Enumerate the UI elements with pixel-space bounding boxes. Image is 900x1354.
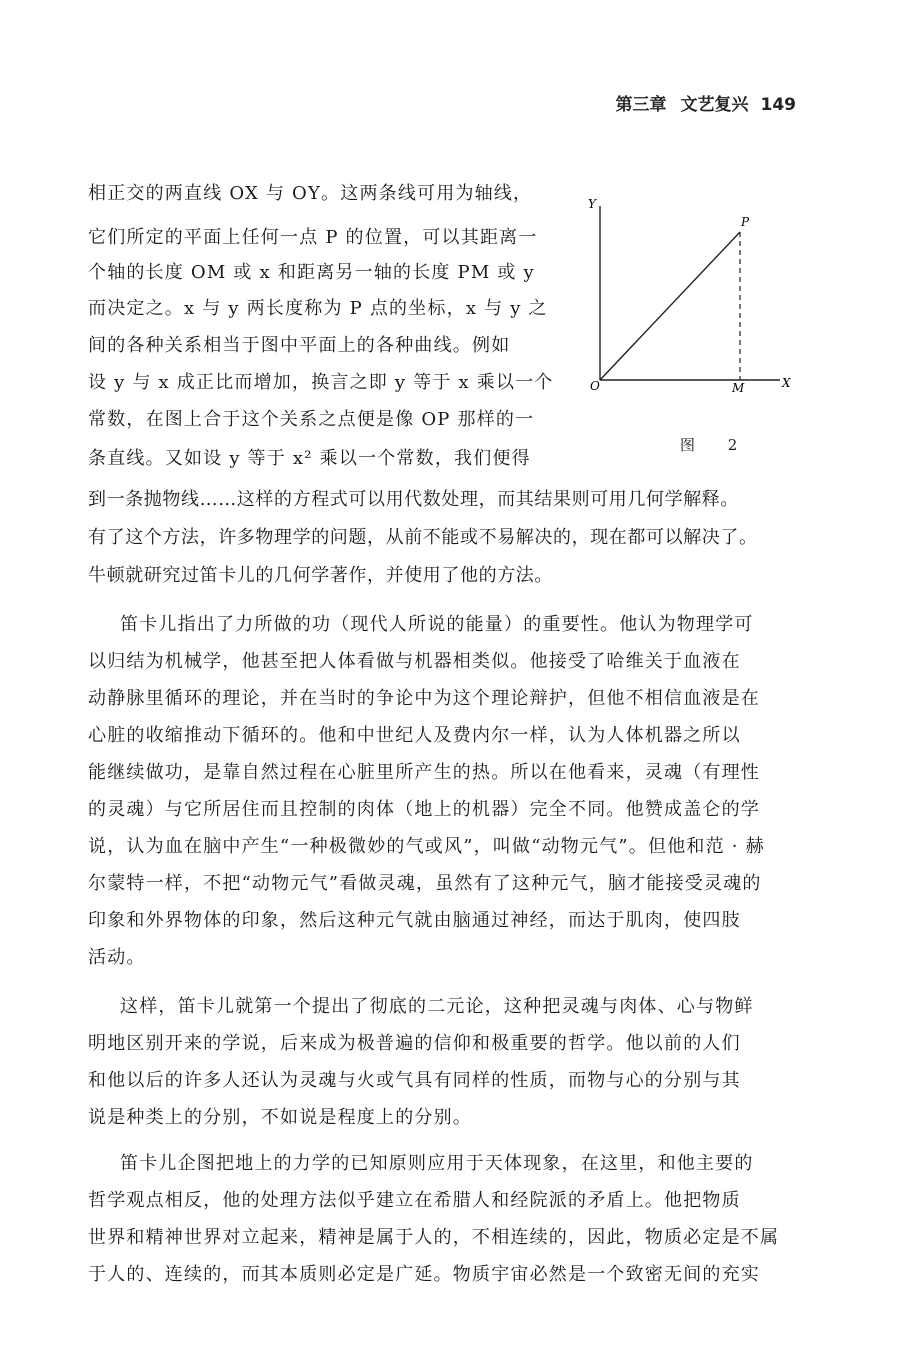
text-line: 有了这个方法，许多物理学的问题，从前不能或不易解决的，现在都可以解决了。	[88, 527, 758, 548]
line-op	[600, 232, 740, 380]
text-line: 它们所定的平面上任何一点 P 的位置，可以其距离一	[88, 227, 538, 248]
text-line: 设 y 与 x 成正比而增加，换言之即 y 等于 x 乘以一个	[88, 372, 554, 393]
text-line: 动静脉里循环的理论，并在当时的争论中为这个理论辩护，但他不相信血液是在	[88, 688, 760, 709]
chapter-title: 文艺复兴	[680, 95, 749, 115]
page-number: 149	[760, 95, 796, 115]
text-line: 而决定之。x 与 y 两长度称为 P 点的坐标，x 与 y 之	[88, 298, 548, 319]
chapter-label: 第三章	[615, 95, 667, 115]
text-line: 个轴的长度 OM 或 x 和距离另一轴的长度 PM 或 y	[88, 262, 535, 283]
text-line: 说，认为血在脑中产生“一种极微妙的气或风”，叫做“动物元气”。但他和范 · 赫	[88, 836, 765, 857]
y-axis-label: Y	[588, 197, 596, 211]
text-line: 活动。	[88, 947, 146, 968]
text-line: 的灵魂）与它所居住而且控制的肉体（地上的机器）完全不同。他赞成盖仑的学	[88, 799, 760, 820]
text-line: 条直线。又如设 y 等于 x² 乘以一个常数，我们便得	[88, 448, 531, 469]
text-line: 以归结为机械学，他甚至把人体看做与机器相类似。他接受了哈维关于血液在	[88, 651, 741, 672]
running-header	[616, 90, 797, 115]
text-line: 说是种类上的分别，不如说是程度上的分别。	[88, 1107, 472, 1128]
text-line: 笛卡儿指出了力所做的功（现代人所说的能量）的重要性。他认为物理学可	[120, 614, 754, 635]
text-line: 世界和精神世界对立起来，精神是属于人的，不相连续的，因此，物质必定是不属	[88, 1227, 780, 1248]
coordinate-diagram	[582, 194, 802, 434]
text-line: 于人的、连续的，而其本质则必定是广延。物质宇宙必然是一个致密无间的充实	[88, 1264, 760, 1285]
point-p-label: P	[741, 215, 750, 229]
text-line: 印象和外界物体的印象，然后这种元气就由脑通过神经，而达于肌肉，使四肢	[88, 910, 741, 931]
text-line: 心脏的收缩推动下循环的。他和中世纪人及费内尔一样，认为人体机器之所以	[88, 725, 741, 746]
text-line: 这样，笛卡儿就第一个提出了彻底的二元论，这种把灵魂与肉体、心与物鲜	[120, 996, 754, 1017]
figure-caption: 图 2	[680, 436, 752, 454]
text-line: 能继续做功，是靠自然过程在心脏里所产生的热。所以在他看来，灵魂（有理性	[88, 762, 760, 783]
point-m-label: M	[732, 381, 745, 395]
text-line: 牛顿就研究过笛卡儿的几何学著作，并使用了他的方法。	[88, 565, 553, 586]
text-line: 到一条抛物线……这样的方程式可以用代数处理，而其结果则可用几何学解释。	[88, 489, 739, 510]
figure-2	[582, 194, 802, 464]
text-line: 和他以后的许多人还认为灵魂与火或气具有同样的性质，而物与心的分别与其	[88, 1070, 741, 1091]
origin-label: O	[590, 379, 600, 393]
text-line: 明地区别开来的学说，后来成为极普遍的信仰和极重要的哲学。他以前的人们	[88, 1033, 741, 1054]
x-axis-label: X	[782, 376, 791, 390]
text-line: 笛卡儿企图把地上的力学的已知原则应用于天体现象，在这里，和他主要的	[120, 1153, 754, 1174]
text-line: 常数，在图上合于这个关系之点便是像 OP 那样的一	[88, 409, 535, 430]
text-line: 哲学观点相反，他的处理方法似乎建立在希腊人和经院派的矛盾上。他把物质	[88, 1190, 741, 1211]
text-line: 间的各种关系相当于图中平面上的各种曲线。例如	[88, 335, 511, 356]
text-line: 尔蒙特一样，不把“动物元气”看做灵魂，虽然有了这种元气，脑才能接受灵魂的	[88, 873, 762, 894]
text-line: 相正交的两直线 OX 与 OY。这两条线可用为轴线，	[88, 183, 533, 204]
